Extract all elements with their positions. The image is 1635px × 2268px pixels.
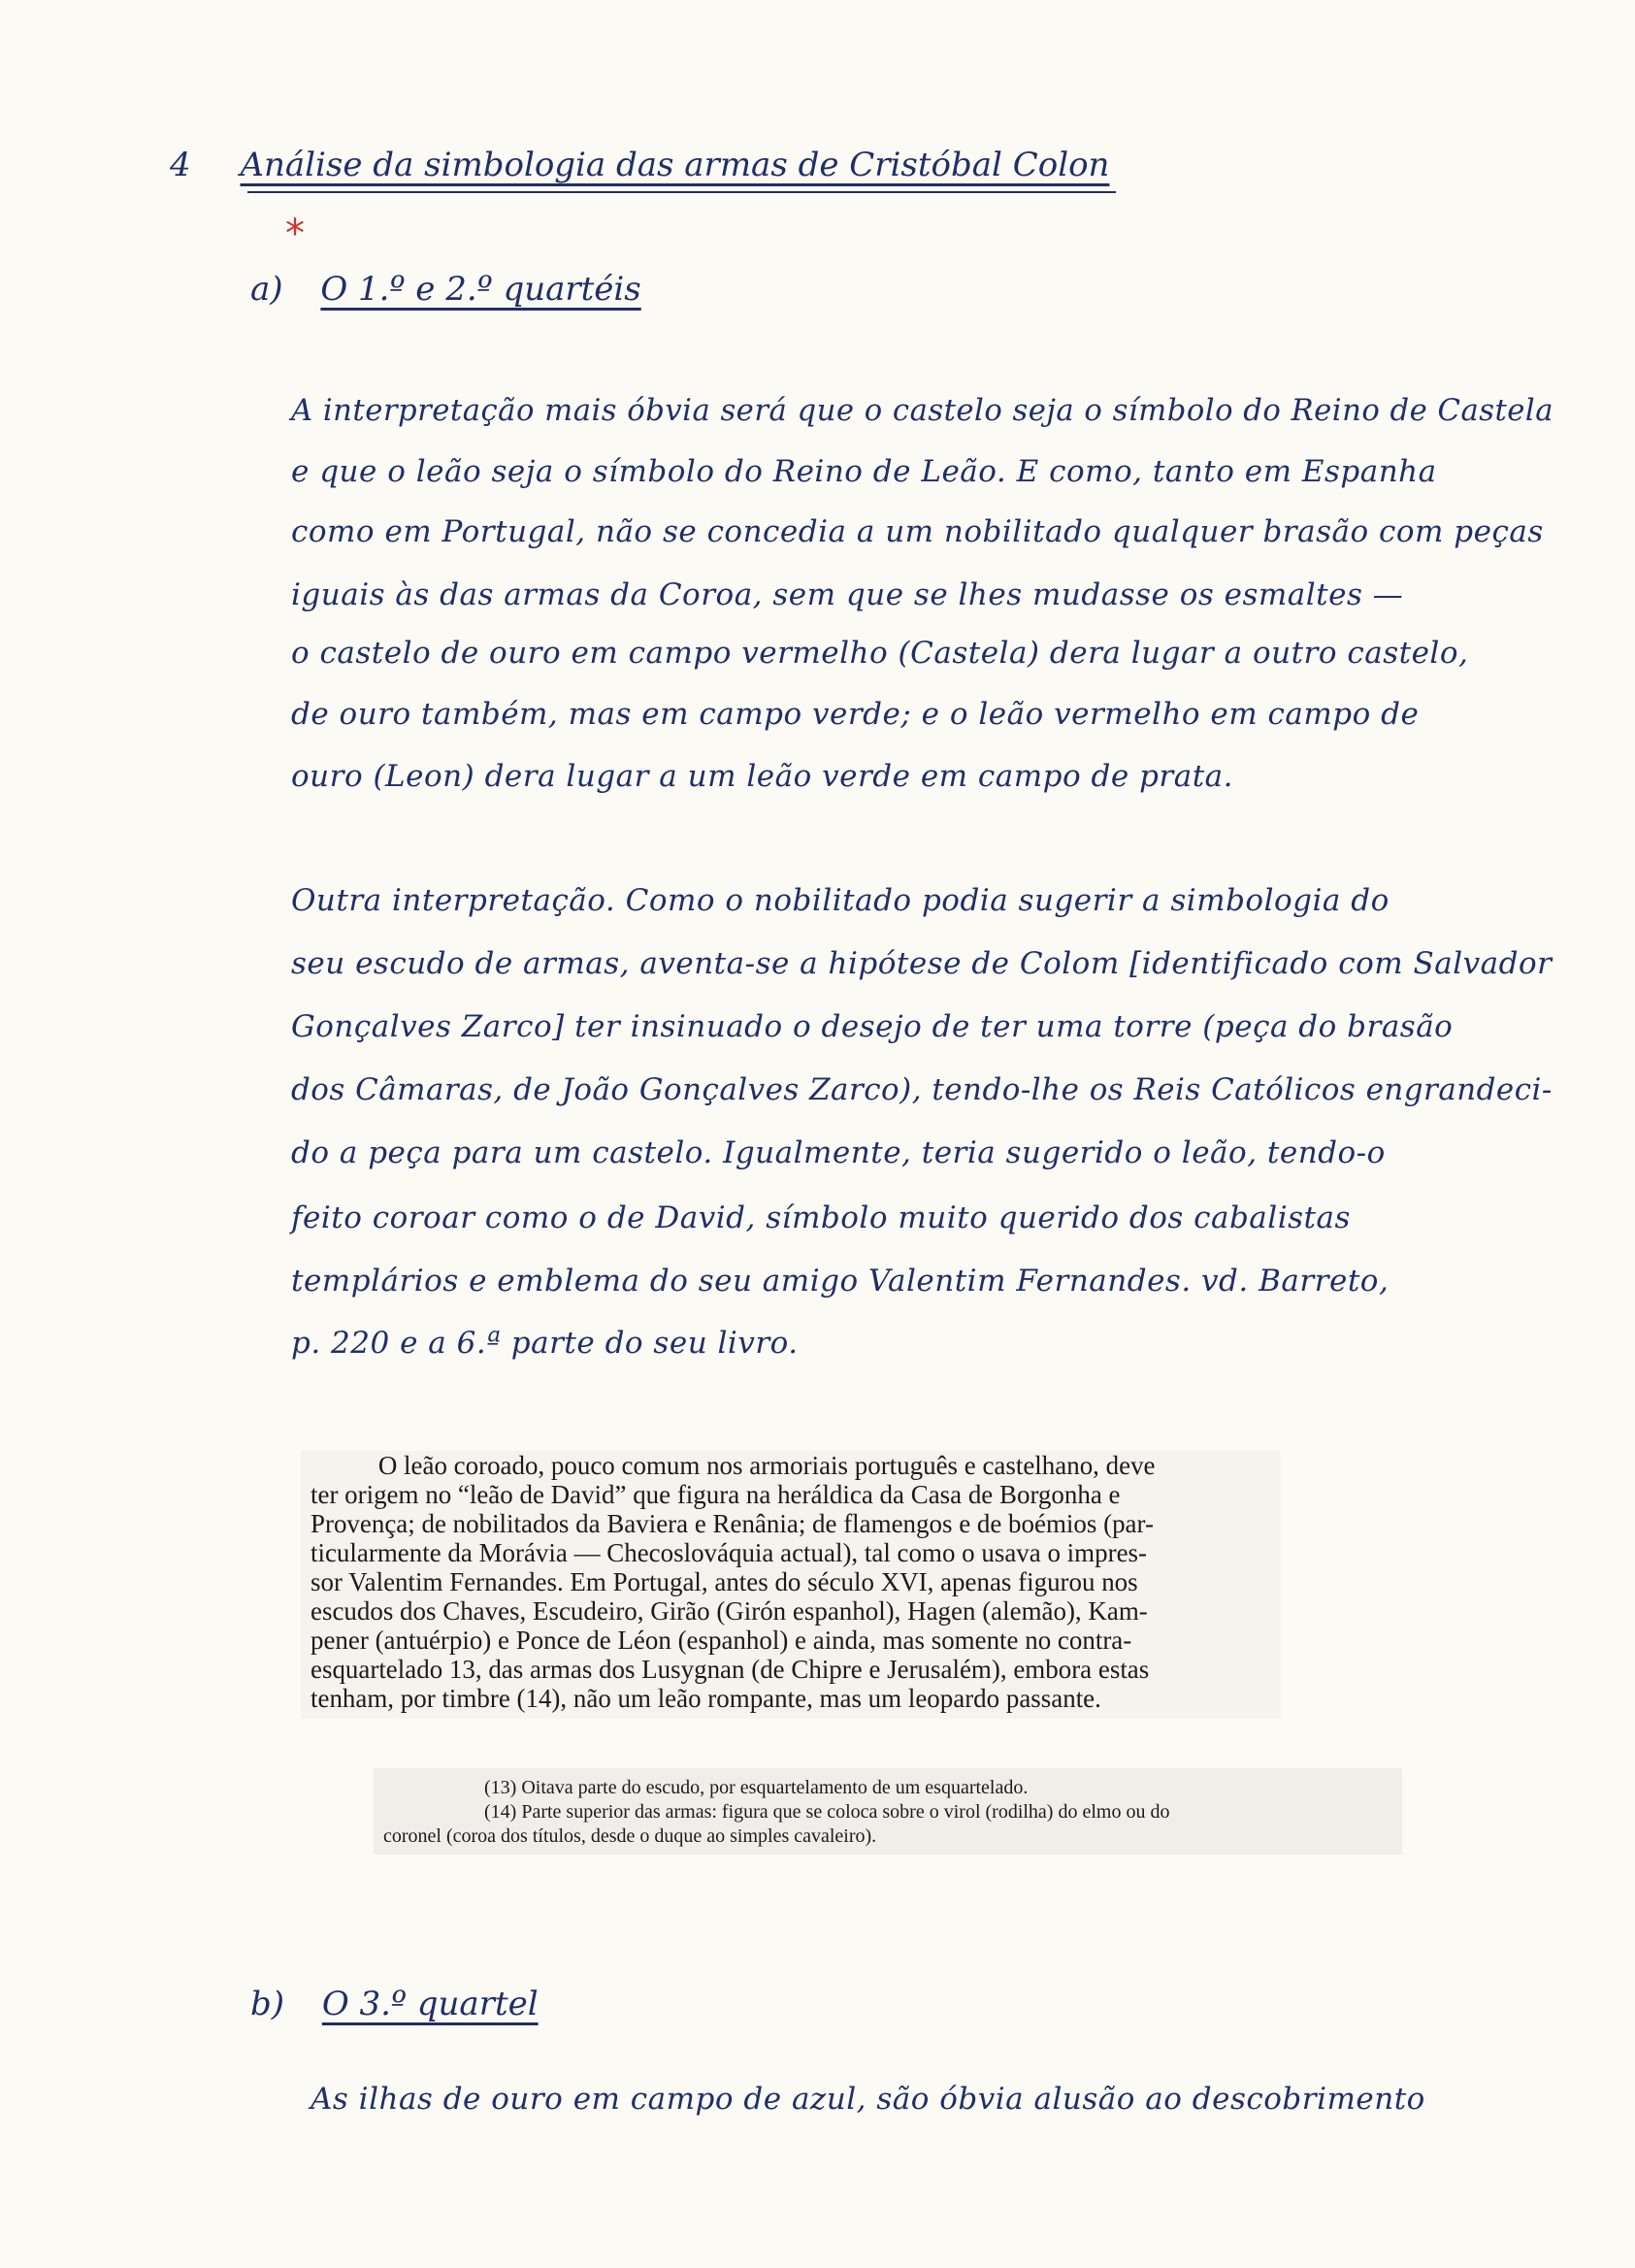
- footnote-14: (14) Parte superior das armas: figura que se coloca sobre o virol (rodilha) do elmo ou do: [484, 1801, 1170, 1823]
- printed-excerpt: [301, 1451, 1281, 1719]
- para2-line: Gonçalves Zarco] ter insinuado o desejo de ter uma torre (peça do brasão: [291, 1009, 1454, 1044]
- para1-line: e que o leão seja o símbolo do Reino de Leão. E como, tanto em Espanha: [291, 454, 1437, 489]
- excerpt-line: sor Valentim Fernandes. Em Portugal, antes do século XVI, apenas figurou nos: [311, 1567, 1138, 1596]
- para1-line: A interpretação mais óbvia será que o castelo seja o símbolo do Reino de Castela: [291, 393, 1554, 428]
- excerpt-line: ticularmente da Morávia — Checoslováquia actual), tal como o usava o impres-: [311, 1538, 1147, 1567]
- excerpt-line: O leão coroado, pouco comum nos armoriais português e castelhano, deve: [377, 1451, 1156, 1480]
- footnotes-clipping: [374, 1768, 1402, 1855]
- para2-line: p. 220 e a 6.ª parte do seu livro.: [291, 1326, 799, 1361]
- heading-title: Análise da simbologia das armas de Cristóbal Colon: [240, 146, 1110, 184]
- section-b-title: O 3.º quartel: [321, 1985, 539, 2023]
- excerpt-line: escudos dos Chaves, Escudeiro, Girão (Girón espanhol), Hagen (alemão), Kam-: [311, 1596, 1148, 1626]
- section-b-heading: [250, 1985, 539, 2023]
- para1-line: de ouro também, mas em campo verde; e o leão vermelho em campo de: [291, 697, 1420, 732]
- section-a-letter: a): [250, 270, 283, 309]
- section-b-line: As ilhas de ouro em campo de azul, são óbvia alusão ao descobrimento: [311, 2082, 1425, 2117]
- footnote-14-continued: coronel (coroa dos títulos, desde o duque ao simples cavaleiro).: [383, 1825, 877, 1847]
- excerpt-line: ter origem no “leão de David” que figura na heráldica da Casa de Borgonha e: [311, 1480, 1121, 1509]
- para1-line: o castelo de ouro em campo vermelho (Castela) dera lugar a outro castelo,: [291, 636, 1469, 671]
- page-heading: [170, 146, 1109, 184]
- para2-line: templários e emblema do seu amigo Valentim Fernandes. vd. Barreto,: [291, 1264, 1390, 1298]
- section-a-title: O 1.º e 2.º quartéis: [320, 270, 641, 309]
- para2-line: feito coroar como o de David, símbolo muito querido dos cabalistas: [291, 1200, 1351, 1235]
- excerpt-line: tenham, por timbre (14), não um leão rompante, mas um leopardo passante.: [311, 1684, 1101, 1713]
- heading-number: 4: [170, 146, 191, 184]
- heading-double-underline: [247, 191, 1116, 193]
- excerpt-line: pener (antuérpio) e Ponce de Léon (espanhol) e ainda, mas somente no contra-: [311, 1626, 1132, 1655]
- section-b-letter: b): [250, 1985, 285, 2023]
- para1-line: ouro (Leon) dera lugar a um leão verde em campo de prata.: [291, 759, 1234, 794]
- section-a-heading: [250, 270, 641, 309]
- para2-line: do a peça para um castelo. Igualmente, teria sugerido o leão, tendo-o: [291, 1135, 1386, 1170]
- red-asterisk-mark: *: [285, 212, 305, 256]
- para2-line: Outra interpretação. Como o nobilitado podia sugerir a simbologia do: [291, 883, 1390, 918]
- para1-line: iguais às das armas da Coroa, sem que se lhes mudasse os esmaltes —: [291, 577, 1404, 612]
- footnote-13: (13) Oitava parte do escudo, por esquartelamento de um esquartelado.: [484, 1777, 1029, 1798]
- para2-line: dos Câmaras, de João Gonçalves Zarco), tendo-lhe os Reis Católicos engrandeci-: [291, 1072, 1553, 1107]
- para1-line: como em Portugal, não se concedia a um nobilitado qualquer brasão com peças: [291, 514, 1544, 549]
- para2-line: seu escudo de armas, aventa-se a hipótese de Colom [identificado com Salvador: [291, 946, 1553, 981]
- excerpt-line: esquartelado 13, das armas dos Lusygnan (de Chipre e Jerusalém), embora estas: [311, 1655, 1150, 1684]
- excerpt-line: Provença; de nobilitados da Baviera e Renânia; de flamengos e de boémios (par-: [311, 1509, 1154, 1538]
